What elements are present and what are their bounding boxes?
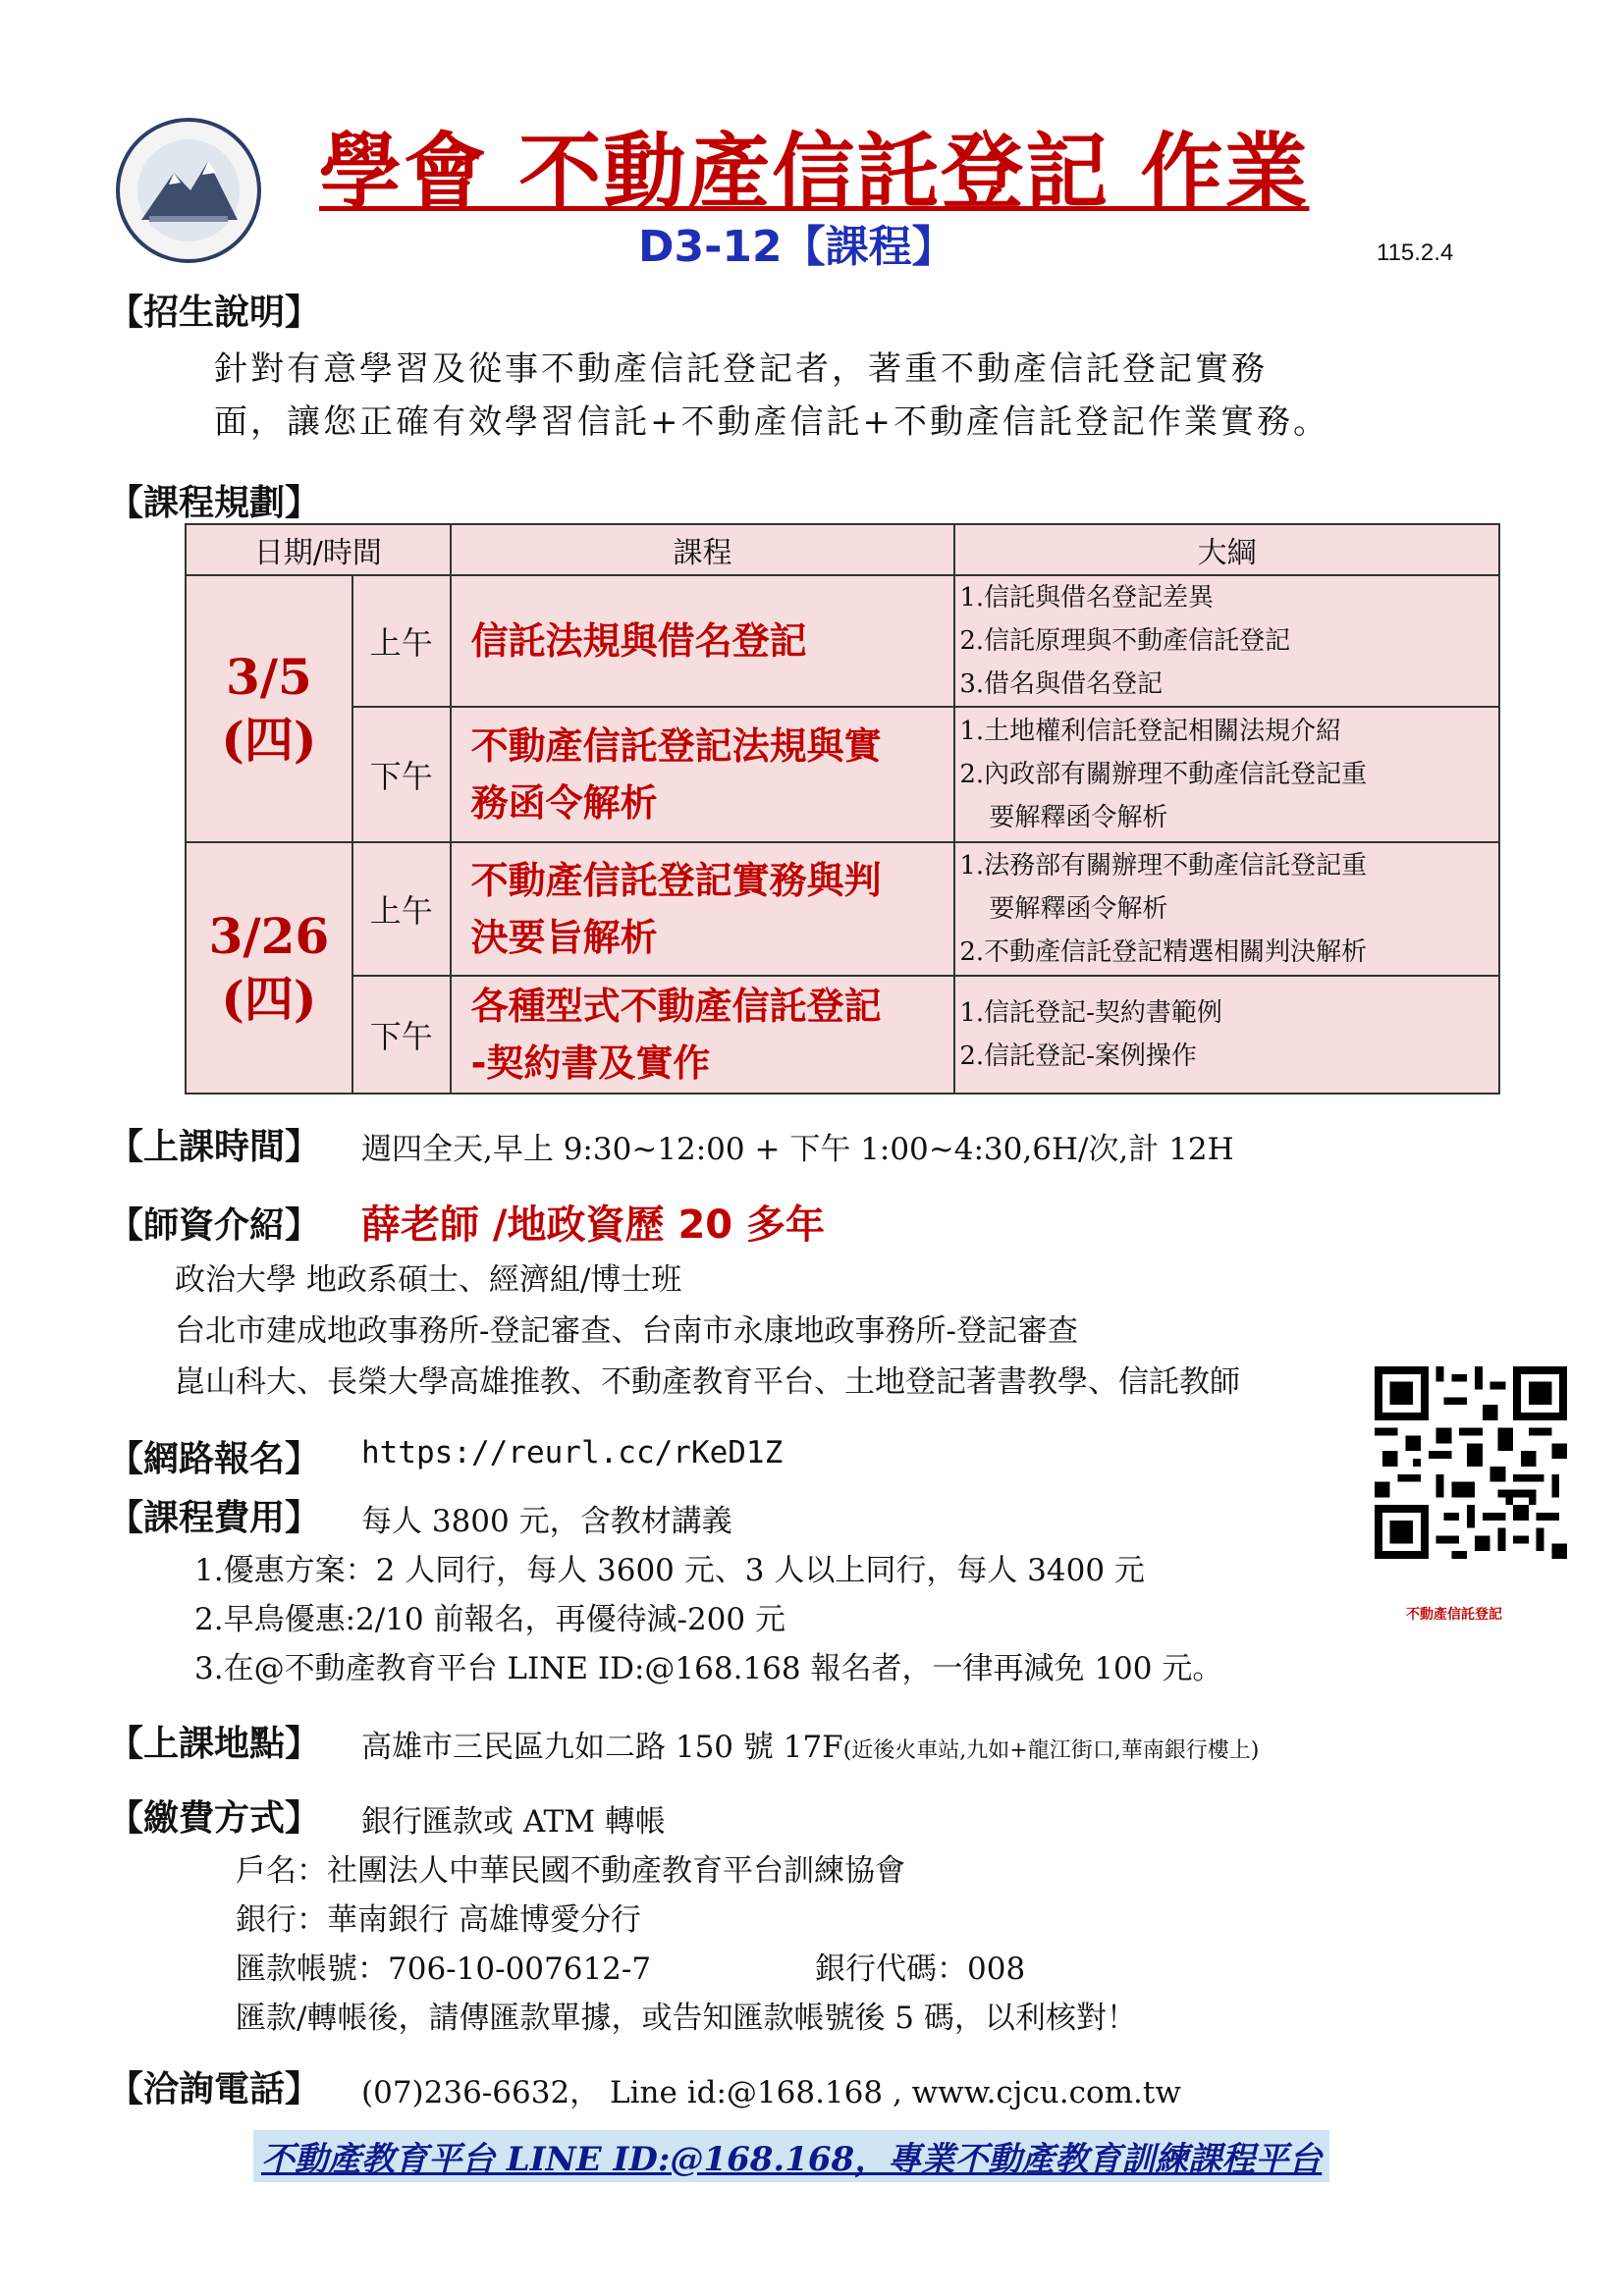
fees-heading: 【課程費用】 xyxy=(108,1498,321,1538)
outline-item: 要解釋函令解析 xyxy=(989,894,1168,924)
location-note: (近後火車站,九如+龍江街口,華南銀行樓上) xyxy=(842,1738,1260,1763)
payment-bank-code: 銀行代碼：008 xyxy=(815,1951,1026,1987)
course-title-line: -契約書及實作 xyxy=(470,1041,711,1085)
course-title-line: 不動產信託登記實務與判 xyxy=(470,859,882,902)
location-address xyxy=(361,1722,1259,1766)
location-heading: 【上課地點】 xyxy=(108,1724,321,1764)
contact-heading: 【洽詢電話】 xyxy=(108,2069,321,2109)
outline-item: 1.信託與借名登記差異 xyxy=(959,583,1215,613)
course-title xyxy=(451,707,955,842)
slot-label: 下午 xyxy=(352,976,451,1094)
outline-item: 3.借名與借名登記 xyxy=(959,669,1164,699)
day-weekday: (四) xyxy=(221,970,317,1028)
qr-caption: 不動產信託登記 xyxy=(1406,1607,1502,1623)
location-address-text: 高雄市三民區九如二路 150 號 17F xyxy=(361,1730,843,1765)
fees-text: 每人 3800 元，含教材講義 xyxy=(361,1504,732,1539)
fees-item-3: 3.在@不動產教育平台 LINE ID:@168.168 報名者，一律再減免 100 元。 xyxy=(194,1651,1223,1686)
contact-text: (07)236-6632， Line id:@168.168 , www.cjcu.com.tw xyxy=(361,2075,1181,2110)
course-title-line: 信託法規與借名登記 xyxy=(470,619,807,663)
outline-item: 1.土地權利信託登記相關法規介紹 xyxy=(959,717,1342,746)
outline-cell xyxy=(954,842,1499,976)
course-title-line: 決要旨解析 xyxy=(470,916,658,959)
table-row xyxy=(186,842,1499,976)
footer-banner: 不動產教育平台 LINE ID:@168.168，專業不動產教育訓練課程平台 xyxy=(253,2130,1329,2182)
schedule-heading: 【上課時間】 xyxy=(108,1127,321,1167)
teacher-line-1: 政治大學 地政系碩士、經濟組/博士班 xyxy=(175,1262,682,1298)
slot-label: 下午 xyxy=(352,707,451,842)
registration-heading: 【網路報名】 xyxy=(108,1439,321,1479)
table-row xyxy=(186,976,1499,1094)
document-date: 115.2.4 xyxy=(1377,240,1454,266)
outline-cell xyxy=(954,575,1499,707)
course-title-line: 各種型式不動產信託登記 xyxy=(470,985,882,1028)
fees-item-1: 1.優惠方案：2 人同行，每人 3600 元、3 人以上同行，每人 3400 元 xyxy=(194,1553,1145,1588)
logo xyxy=(116,118,261,263)
outline-item: 2.信託原理與不動產信託登記 xyxy=(959,626,1291,656)
outline-item: 2.信託登記-案例操作 xyxy=(959,1041,1197,1071)
slot-label: 上午 xyxy=(352,842,451,976)
day-date: 3/26 xyxy=(208,907,330,965)
fees-item-2: 2.早鳥優惠:2/10 前報名，再優待減-200 元 xyxy=(194,1602,785,1637)
course-code: D3-12【課程】 xyxy=(638,222,955,272)
course-title xyxy=(451,976,955,1094)
outline-cell xyxy=(954,976,1499,1094)
teacher-heading: 【師資介紹】 xyxy=(108,1205,321,1246)
table-row xyxy=(186,707,1499,842)
course-title-line: 務函令解析 xyxy=(470,781,658,825)
slot-label: 上午 xyxy=(352,575,451,707)
table-row xyxy=(186,575,1499,707)
course-table xyxy=(185,523,1500,1095)
table-header-date: 日期/時間 xyxy=(186,524,451,575)
payment-note: 匯款/轉帳後，請傳匯款單據，或告知匯款帳號後 5 碼，以利核對！ xyxy=(236,2001,1137,2036)
payment-method: 銀行匯款或 ATM 轉帳 xyxy=(361,1804,666,1840)
payment-heading: 【繳費方式】 xyxy=(108,1798,321,1839)
registration-url-link[interactable]: https://reurl.cc/rKeD1Z xyxy=(361,1435,784,1470)
day-cell xyxy=(186,842,352,1094)
day-weekday: (四) xyxy=(221,711,317,769)
table-header-course: 課程 xyxy=(451,524,955,575)
plan-heading: 【課程規劃】 xyxy=(108,483,321,523)
payment-bank: 銀行：華南銀行 高雄博愛分行 xyxy=(236,1902,641,1938)
teacher-line-2: 台北市建成地政事務所-登記審查、台南市永康地政事務所-登記審查 xyxy=(175,1313,1078,1349)
payment-account-name: 戶名：社團法人中華民國不動產教育平台訓練協會 xyxy=(236,1853,905,1889)
outline-item: 2.不動產信託登記精選相關判決解析 xyxy=(959,937,1368,967)
outline-item: 要解釋函令解析 xyxy=(989,803,1168,832)
outline-cell xyxy=(954,707,1499,842)
course-title xyxy=(451,842,955,976)
teacher-line-3: 崑山科大、長榮大學高雄推教、不動產教育平台、土地登記著書教學、信託教師 xyxy=(175,1364,1240,1400)
day-date: 3/5 xyxy=(226,648,312,706)
outline-item: 1.信託登記-契約書範例 xyxy=(959,998,1222,1028)
day-cell xyxy=(186,575,352,842)
enrollment-line-2: 面，讓您正確有效學習信託+不動產信託+不動產信託登記作業實務。 xyxy=(214,402,1329,442)
outline-item: 1.法務部有關辦理不動產信託登記重 xyxy=(959,851,1368,881)
enrollment-heading: 【招生說明】 xyxy=(108,293,321,333)
payment-account-number: 匯款帳號：706-10-007612-7 xyxy=(236,1951,652,1987)
schedule-text: 週四全天,早上 9:30~12:00 + 下午 1:00~4:30,6H/次,計 12H xyxy=(361,1132,1234,1167)
page-title: 學會 不動產信託登記 作業 xyxy=(319,124,1310,220)
table-header-outline: 大綱 xyxy=(954,524,1499,575)
qr-code-icon[interactable] xyxy=(1375,1366,1567,1559)
course-title xyxy=(451,575,955,707)
enrollment-line-1: 針對有意學習及從事不動產信託登記者，著重不動產信託登記實務 xyxy=(214,349,1268,389)
outline-item: 2.內政部有關辦理不動產信託登記重 xyxy=(959,760,1368,789)
course-title-line: 不動產信託登記法規與實 xyxy=(470,724,882,768)
teacher-name: 薛老師 /地政資歷 20 多年 xyxy=(361,1202,826,1248)
mountain-logo-icon xyxy=(120,122,257,259)
